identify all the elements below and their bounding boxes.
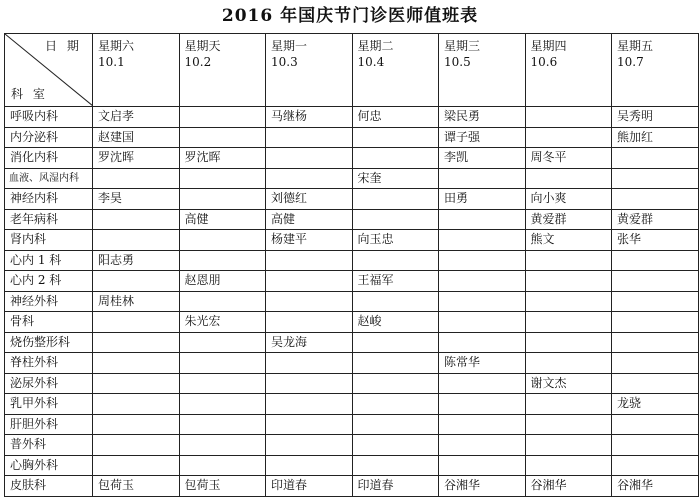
doctor-cell: 王福军: [352, 271, 439, 292]
doctor-cell: [439, 332, 526, 353]
doctor-cell: [266, 291, 353, 312]
doctor-cell: [612, 414, 699, 435]
table-row: [5, 455, 699, 476]
table-row: [5, 271, 699, 292]
doctor-cell: 谷湘华: [439, 476, 526, 497]
doctor-cell: [525, 250, 612, 271]
doctor-cell: [266, 127, 353, 148]
weekday-label: 星期二: [357, 39, 394, 53]
doctor-cell: [612, 271, 699, 292]
doctor-cell: [352, 414, 439, 435]
weekday-label: 星期六: [98, 39, 135, 53]
doctor-cell: [612, 435, 699, 456]
department-name: 肾内科: [5, 230, 93, 251]
doctor-cell: 谢文杰: [525, 373, 612, 394]
doctor-cell: [612, 250, 699, 271]
weekday-label: 星期五: [617, 39, 654, 53]
doctor-cell: [266, 455, 353, 476]
doctor-cell: [525, 455, 612, 476]
table-row: [5, 476, 699, 497]
table-row: [5, 189, 699, 210]
doctor-cell: [352, 209, 439, 230]
doctor-cell: [266, 353, 353, 374]
date-label: 10.4: [357, 55, 385, 69]
doctor-cell: 罗沈晖: [179, 148, 266, 169]
doctor-cell: [352, 148, 439, 169]
doctor-cell: [93, 435, 180, 456]
doctor-cell: [352, 127, 439, 148]
doctor-cell: [352, 435, 439, 456]
day-header: [439, 34, 526, 107]
doctor-cell: [266, 435, 353, 456]
doctor-cell: [93, 230, 180, 251]
weekday-label: 星期一: [271, 39, 308, 53]
doctor-cell: [352, 373, 439, 394]
department-name: 肝胆外科: [5, 414, 93, 435]
doctor-cell: 包荷玉: [179, 476, 266, 497]
doctor-cell: [179, 107, 266, 128]
doctor-cell: 何忠: [352, 107, 439, 128]
doctor-cell: 周冬平: [525, 148, 612, 169]
table-row: [5, 127, 699, 148]
department-name: 消化内科: [5, 148, 93, 169]
doctor-cell: [612, 168, 699, 189]
table-row: [5, 148, 699, 169]
doctor-cell: [612, 312, 699, 333]
doctor-cell: 罗沈晖: [93, 148, 180, 169]
table-row: [5, 373, 699, 394]
doctor-cell: [352, 394, 439, 415]
dept-axis-label: 科 室: [11, 87, 48, 101]
corner-cell: [5, 34, 93, 107]
table-row: [5, 353, 699, 374]
doctor-cell: 高健: [266, 209, 353, 230]
doctor-cell: [439, 271, 526, 292]
doctor-cell: [266, 168, 353, 189]
department-name: 老年病科: [5, 209, 93, 230]
doctor-cell: 刘德红: [266, 189, 353, 210]
doctor-cell: 宋奎: [352, 168, 439, 189]
department-name: 脊柱外科: [5, 353, 93, 374]
table-row: [5, 435, 699, 456]
page-title: 2016 年国庆节门诊医师值班表: [221, 6, 479, 26]
table-row: [5, 107, 699, 128]
doctor-cell: [439, 455, 526, 476]
doctor-cell: [612, 291, 699, 312]
doctor-cell: 吴龙海: [266, 332, 353, 353]
doctor-cell: [352, 189, 439, 210]
doctor-cell: 黄爱群: [525, 209, 612, 230]
doctor-cell: 周桂林: [93, 291, 180, 312]
doctor-cell: [612, 189, 699, 210]
doctor-cell: 谷湘华: [525, 476, 612, 497]
doctor-cell: 黄爱群: [612, 209, 699, 230]
header-row: [5, 34, 699, 107]
weekday-label: 星期天: [184, 39, 221, 53]
table-row: [5, 394, 699, 415]
doctor-cell: [179, 373, 266, 394]
doctor-cell: [525, 291, 612, 312]
department-name: 神经外科: [5, 291, 93, 312]
doctor-cell: [266, 250, 353, 271]
day-header: [266, 34, 353, 107]
doctor-cell: [93, 455, 180, 476]
doctor-cell: 印道春: [352, 476, 439, 497]
doctor-cell: [179, 230, 266, 251]
doctor-cell: 朱光宏: [179, 312, 266, 333]
department-name: 心内 1 科: [5, 250, 93, 271]
doctor-cell: [179, 250, 266, 271]
doctor-cell: [525, 271, 612, 292]
table-row: [5, 312, 699, 333]
doctor-cell: [612, 353, 699, 374]
table-row: [5, 209, 699, 230]
doctor-cell: [525, 414, 612, 435]
doctor-cell: 包荷玉: [93, 476, 180, 497]
doctor-cell: [93, 168, 180, 189]
doctor-cell: [93, 353, 180, 374]
department-name: 泌尿外科: [5, 373, 93, 394]
table-row: [5, 291, 699, 312]
doctor-cell: [266, 148, 353, 169]
doctor-cell: 文启孝: [93, 107, 180, 128]
doctor-cell: 向小爽: [525, 189, 612, 210]
doctor-cell: [93, 271, 180, 292]
doctor-cell: 赵恩朋: [179, 271, 266, 292]
date-label: 10.2: [184, 55, 212, 69]
doctor-cell: [612, 148, 699, 169]
doctor-cell: [525, 435, 612, 456]
weekday-label: 星期三: [444, 39, 481, 53]
doctor-cell: [179, 127, 266, 148]
department-name: 皮肤科: [5, 476, 93, 497]
doctor-cell: [612, 455, 699, 476]
doctor-cell: [179, 332, 266, 353]
doctor-cell: [525, 127, 612, 148]
doctor-cell: [266, 373, 353, 394]
doctor-cell: 龙骁: [612, 394, 699, 415]
doctor-cell: [525, 394, 612, 415]
doctor-cell: [439, 209, 526, 230]
doctor-cell: [525, 168, 612, 189]
doctor-cell: [266, 312, 353, 333]
table-row: [5, 230, 699, 251]
department-name: 神经内科: [5, 189, 93, 210]
doctor-cell: 陈常华: [439, 353, 526, 374]
day-header: [352, 34, 439, 107]
doctor-cell: 吴秀明: [612, 107, 699, 128]
doctor-cell: [93, 394, 180, 415]
doctor-cell: 张华: [612, 230, 699, 251]
doctor-cell: [352, 250, 439, 271]
doctor-cell: [612, 373, 699, 394]
doctor-cell: [93, 332, 180, 353]
table-row: [5, 168, 699, 189]
day-header: [179, 34, 266, 107]
doctor-cell: [439, 414, 526, 435]
department-name: 普外科: [5, 435, 93, 456]
doctor-cell: [93, 414, 180, 435]
doctor-cell: [179, 353, 266, 374]
department-name: 呼吸内科: [5, 107, 93, 128]
day-header: [93, 34, 180, 107]
doctor-cell: 赵建国: [93, 127, 180, 148]
department-name: 骨科: [5, 312, 93, 333]
date-axis-label: 日 期: [45, 39, 82, 53]
doctor-cell: 李昊: [93, 189, 180, 210]
doctor-cell: 向玉忠: [352, 230, 439, 251]
department-name: 内分泌科: [5, 127, 93, 148]
doctor-cell: [439, 291, 526, 312]
doctor-cell: 阳志勇: [93, 250, 180, 271]
doctor-cell: [439, 312, 526, 333]
weekday-label: 星期四: [530, 39, 567, 53]
date-label: 10.3: [271, 55, 298, 69]
doctor-cell: [179, 291, 266, 312]
doctor-cell: [612, 332, 699, 353]
department-name: 乳甲外科: [5, 394, 93, 415]
department-name: 烧伤整形科: [5, 332, 93, 353]
doctor-cell: [525, 312, 612, 333]
doctor-cell: 印道春: [266, 476, 353, 497]
table-row: [5, 332, 699, 353]
date-label: 10.1: [98, 55, 125, 69]
doctor-cell: 谷湘华: [612, 476, 699, 497]
day-header: [525, 34, 612, 107]
table-row: [5, 250, 699, 271]
doctor-cell: [93, 312, 180, 333]
doctor-cell: [93, 373, 180, 394]
doctor-cell: [266, 394, 353, 415]
duty-roster-table: [4, 33, 699, 497]
doctor-cell: [525, 107, 612, 128]
doctor-cell: [352, 332, 439, 353]
doctor-cell: 熊加红: [612, 127, 699, 148]
doctor-cell: [352, 291, 439, 312]
doctor-cell: [352, 353, 439, 374]
doctor-cell: [179, 435, 266, 456]
doctor-cell: [179, 455, 266, 476]
doctor-cell: 高健: [179, 209, 266, 230]
day-header: [612, 34, 699, 107]
doctor-cell: [93, 209, 180, 230]
doctor-cell: [439, 435, 526, 456]
doctor-cell: 李凯: [439, 148, 526, 169]
doctor-cell: [179, 168, 266, 189]
doctor-cell: 马继杨: [266, 107, 353, 128]
doctor-cell: [179, 414, 266, 435]
doctor-cell: [439, 230, 526, 251]
doctor-cell: [439, 394, 526, 415]
date-label: 10.5: [444, 55, 471, 69]
doctor-cell: [179, 189, 266, 210]
doctor-cell: [352, 455, 439, 476]
doctor-cell: 杨建平: [266, 230, 353, 251]
doctor-cell: [439, 168, 526, 189]
date-label: 10.7: [617, 55, 644, 69]
doctor-cell: [266, 414, 353, 435]
department-name: 心内 2 科: [5, 271, 93, 292]
doctor-cell: 谭子强: [439, 127, 526, 148]
doctor-cell: [179, 394, 266, 415]
doctor-cell: 熊文: [525, 230, 612, 251]
doctor-cell: [439, 373, 526, 394]
date-label: 10.6: [530, 55, 558, 69]
doctor-cell: [525, 332, 612, 353]
department-name: 血液、风湿内科: [5, 168, 93, 189]
doctor-cell: [439, 250, 526, 271]
doctor-cell: 梁民勇: [439, 107, 526, 128]
table-row: [5, 414, 699, 435]
doctor-cell: [525, 353, 612, 374]
doctor-cell: [266, 271, 353, 292]
department-name: 心胸外科: [5, 455, 93, 476]
doctor-cell: 赵峻: [352, 312, 439, 333]
doctor-cell: 田勇: [439, 189, 526, 210]
